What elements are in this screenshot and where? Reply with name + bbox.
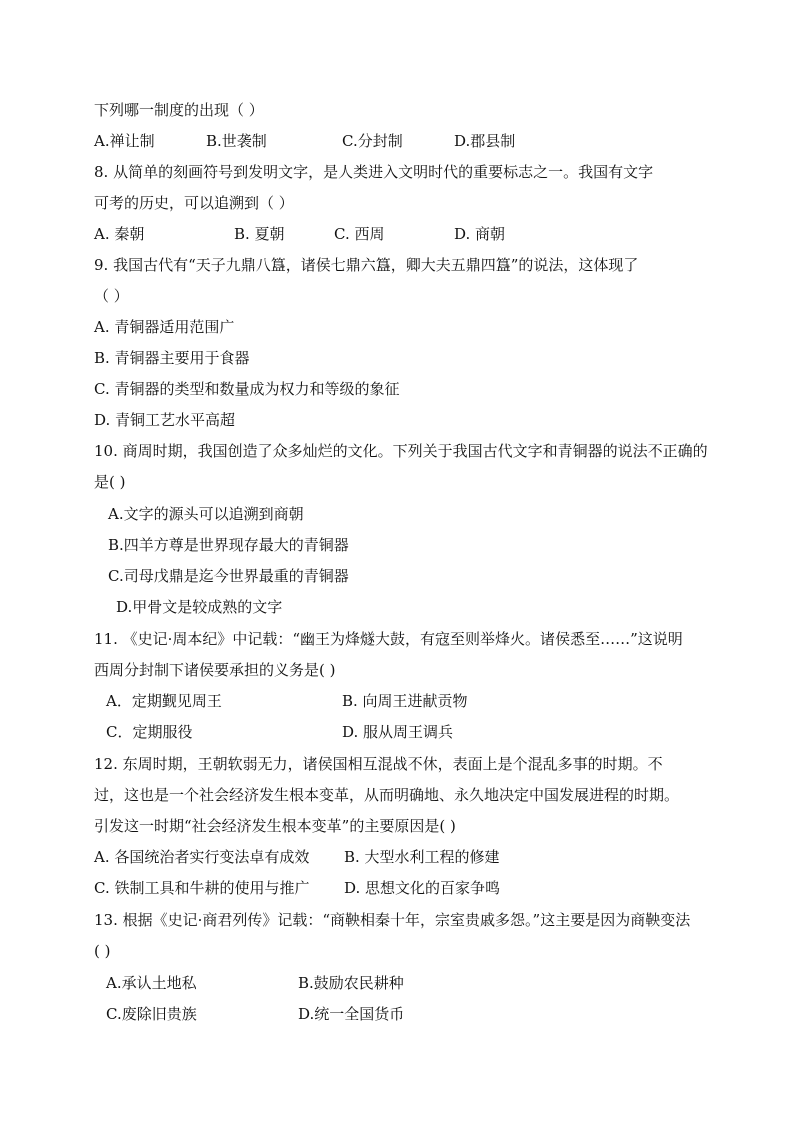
- q13-option-b: B.鼓励农民耕种: [298, 974, 404, 992]
- q8-stem-line-1: 8. 从简单的刻画符号到发明文字，是人类进入文明时代的重要标志之一。我国有文字: [94, 163, 654, 181]
- q8-option-d: D. 商朝: [454, 225, 506, 243]
- q10-stem-line-1: 10. 商周时期，我国创造了众多灿烂的文化。下列关于我国古代文字和青铜器的说法不正确的: [94, 442, 708, 460]
- q7-option-b: B.世袭制: [206, 132, 267, 150]
- q9-option-b: B. 青铜器主要用于食器: [94, 349, 250, 367]
- q7-option-c: C.分封制: [342, 132, 403, 150]
- q13-options-row-1: [94, 972, 710, 994]
- q10-option-b: B.四羊方尊是世界现存最大的青铜器: [108, 536, 349, 554]
- q8-stem-line-2: 可考的历史，可以追溯到（ ）: [94, 194, 294, 212]
- q12-option-d: D. 思想文化的百家争鸣: [344, 879, 501, 897]
- q12-option-c: C. 铁制工具和牛耕的使用与推广: [94, 879, 310, 897]
- q12-option-a: A. 各国统治者实行变法卓有成效: [94, 848, 310, 866]
- q11-option-d: D. 服从周王调兵: [342, 723, 454, 741]
- q11-option-c: C．定期服役: [106, 723, 193, 741]
- q11-stem-line-2: 西周分封制下诸侯要承担的义务是( ): [94, 661, 336, 679]
- q13-option-a: A.承认土地私: [106, 974, 197, 992]
- q9-option-d: D. 青铜工艺水平高超: [94, 411, 236, 429]
- q11-options-row-1: [94, 690, 710, 712]
- q9-stem-line-1: 9. 我国古代有“天子九鼎八簋，诸侯七鼎六簋，卿大夫五鼎四簋”的说法，这体现了: [94, 256, 639, 274]
- q10-option-a: A.文字的源头可以追溯到商朝: [108, 505, 304, 523]
- q7-option-a: A.禅让制: [94, 132, 155, 150]
- q12-stem-line-2: 过，这也是一个社会经济发生根本变革，从而明确地、永久地决定中国发展进程的时期。: [94, 786, 680, 804]
- q8-options-row: [94, 223, 710, 245]
- q12-option-b: B. 大型水利工程的修建: [344, 848, 500, 866]
- q13-stem-line-2: ( ): [94, 942, 111, 960]
- q13-stem-line-1: 13. 根据《史记·商君列传》记载：“商鞅相秦十年，宗室贵戚多怨。”这主要是因为商鞅变法: [94, 911, 691, 929]
- q8-option-b: B. 夏朝: [234, 225, 285, 243]
- q11-option-a: A．定期觐见周王: [106, 692, 222, 710]
- q11-option-b: B. 向周王进献贡物: [342, 692, 468, 710]
- q12-options-row-2: [94, 877, 710, 899]
- q7-stem-tail: 下列哪一制度的出现（ ）: [94, 101, 264, 119]
- q8-option-a: A. 秦朝: [94, 225, 145, 243]
- q7-options-row: [94, 130, 710, 152]
- q10-stem-line-2: 是( ): [94, 473, 126, 491]
- q13-option-c: C.废除旧贵族: [106, 1005, 197, 1023]
- q12-options-row-1: [94, 846, 710, 868]
- q9-option-c: C. 青铜器的类型和数量成为权力和等级的象征: [94, 380, 400, 398]
- q13-options-row-2: [94, 1003, 710, 1025]
- q9-stem-line-2: （ ）: [94, 287, 129, 305]
- q12-stem-line-3: 引发这一时期“社会经济发生根本变革”的主要原因是( ): [94, 817, 456, 835]
- q8-option-c: C. 西周: [334, 225, 385, 243]
- q7-option-d: D.郡县制: [454, 132, 516, 150]
- q12-stem-line-1: 12. 东周时期，王朝软弱无力，诸侯国相互混战不休，表面上是个混乱多事的时期。不: [94, 755, 663, 773]
- q11-options-row-2: [94, 721, 710, 743]
- q13-option-d: D.统一全国货币: [298, 1005, 405, 1023]
- q9-option-a: A. 青铜器适用范围广: [94, 318, 235, 336]
- q10-option-c: C.司母戊鼎是迄今世界最重的青铜器: [108, 567, 349, 585]
- q11-stem-line-1: 11. 《史记·周本纪》中记载：“幽王为烽燧大鼓，有寇至则举烽火。诸侯悉至……”这说明: [94, 630, 683, 648]
- q10-option-d: D.甲骨文是较成熟的文字: [116, 598, 283, 616]
